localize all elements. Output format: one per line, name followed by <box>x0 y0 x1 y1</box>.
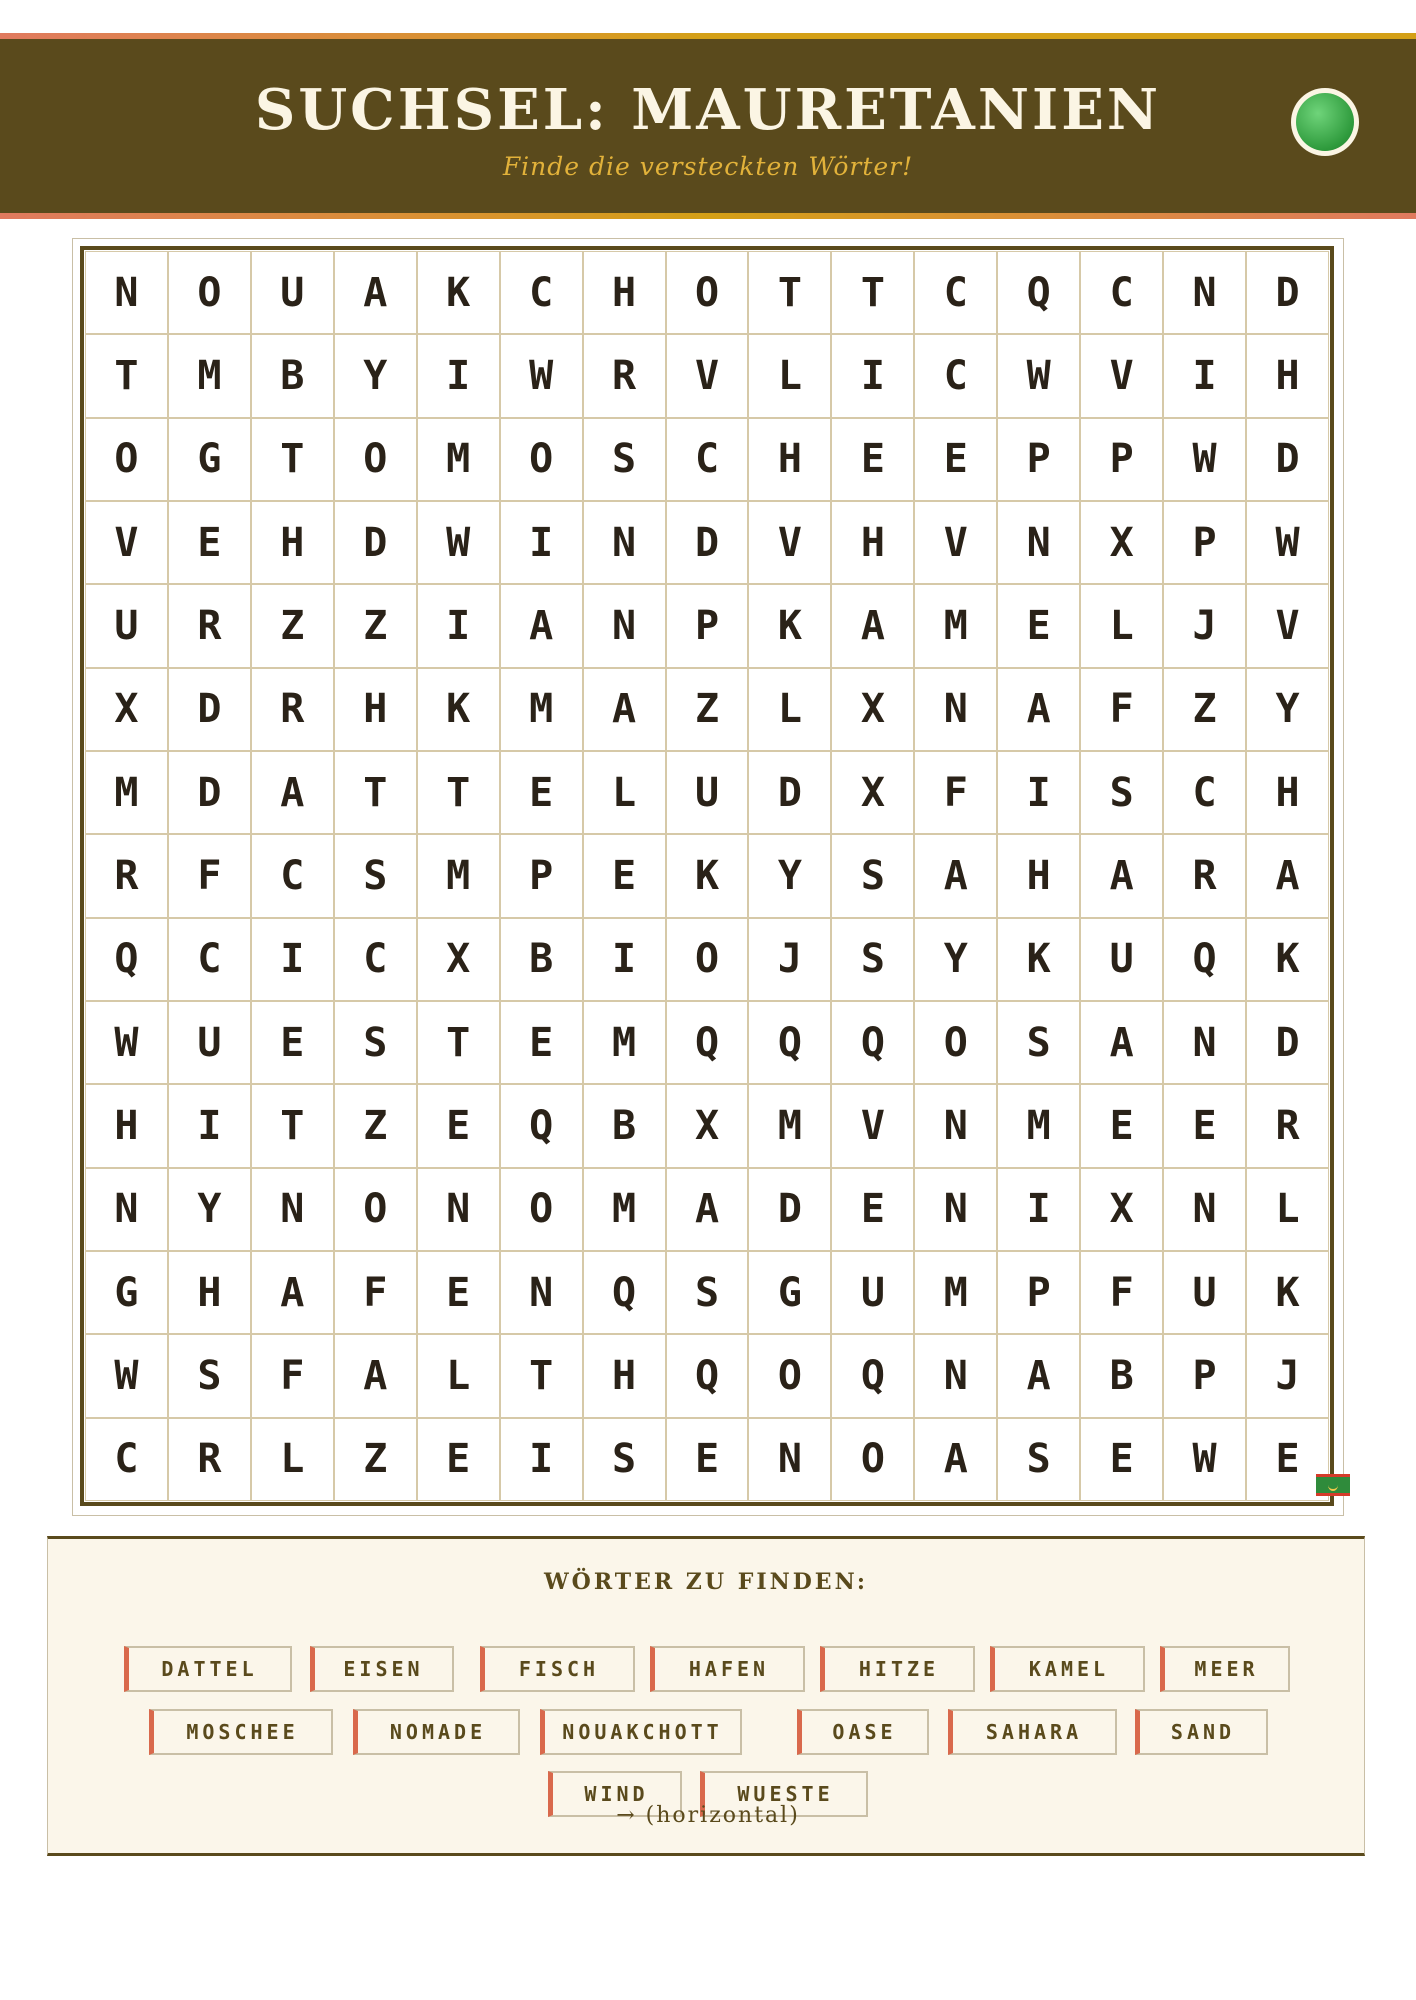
grid-cell[interactable]: T <box>85 334 168 417</box>
grid-cell[interactable]: O <box>500 418 583 501</box>
grid-cell[interactable]: Z <box>334 1084 417 1167</box>
grid-cell[interactable]: C <box>1080 251 1163 334</box>
grid-cell[interactable]: V <box>914 501 997 584</box>
grid-cell[interactable]: S <box>997 1418 1080 1501</box>
grid-cell[interactable]: E <box>168 501 251 584</box>
grid-cell[interactable]: X <box>417 918 500 1001</box>
grid-cell[interactable]: A <box>1246 834 1329 917</box>
grid-cell[interactable]: E <box>417 1251 500 1334</box>
grid-cell[interactable]: N <box>85 251 168 334</box>
grid-cell[interactable]: J <box>748 918 831 1001</box>
grid-cell[interactable]: M <box>914 584 997 667</box>
grid-cell[interactable]: C <box>168 918 251 1001</box>
grid-cell[interactable]: L <box>748 334 831 417</box>
grid-cell[interactable]: F <box>914 751 997 834</box>
grid-cell[interactable]: X <box>1080 501 1163 584</box>
grid-cell[interactable]: K <box>666 834 749 917</box>
grid-cell[interactable]: E <box>500 1001 583 1084</box>
grid-cell[interactable]: D <box>748 1168 831 1251</box>
grid-cell[interactable]: W <box>417 501 500 584</box>
grid-cell[interactable]: P <box>997 418 1080 501</box>
grid-cell[interactable]: O <box>748 1334 831 1417</box>
grid-cell[interactable]: A <box>1080 834 1163 917</box>
grid-cell[interactable]: Y <box>1246 668 1329 751</box>
grid-cell[interactable]: S <box>334 834 417 917</box>
grid-cell[interactable]: G <box>748 1251 831 1334</box>
word-chip: HITZE <box>820 1646 975 1692</box>
grid-cell[interactable]: M <box>500 668 583 751</box>
grid-cell[interactable]: R <box>85 834 168 917</box>
grid-cell[interactable]: T <box>500 1334 583 1417</box>
grid-cell[interactable]: N <box>914 1168 997 1251</box>
green-circle-icon <box>1291 88 1359 156</box>
grid-cell[interactable]: S <box>666 1251 749 1334</box>
word-chip: FISCH <box>480 1646 635 1692</box>
grid-cell[interactable]: C <box>85 1418 168 1501</box>
grid-cell[interactable]: I <box>168 1084 251 1167</box>
grid-cell[interactable]: L <box>583 751 666 834</box>
grid-cell[interactable]: L <box>748 668 831 751</box>
grid-cell[interactable]: E <box>417 1084 500 1167</box>
grid-cell[interactable]: N <box>251 1168 334 1251</box>
grid-cell[interactable]: Q <box>831 1334 914 1417</box>
grid-cell[interactable]: C <box>914 251 997 334</box>
grid-cell[interactable]: X <box>666 1084 749 1167</box>
grid-cell[interactable]: P <box>1080 418 1163 501</box>
grid-cell[interactable]: Y <box>914 918 997 1001</box>
grid-cell[interactable]: C <box>334 918 417 1001</box>
grid-cell[interactable]: D <box>1246 1001 1329 1084</box>
grid-cell[interactable]: O <box>334 1168 417 1251</box>
grid-cell[interactable]: K <box>1246 918 1329 1001</box>
grid-cell[interactable]: S <box>1080 751 1163 834</box>
grid-cell[interactable]: N <box>748 1418 831 1501</box>
grid-cell[interactable]: O <box>168 251 251 334</box>
grid-cell[interactable]: Q <box>666 1334 749 1417</box>
page-subtitle: Finde die versteckten Wörter! <box>502 152 914 181</box>
grid-cell[interactable]: H <box>583 251 666 334</box>
grid-cell[interactable]: F <box>168 834 251 917</box>
grid-cell[interactable]: Q <box>997 251 1080 334</box>
grid-cell[interactable]: O <box>914 1001 997 1084</box>
grid-cell[interactable]: Z <box>1163 668 1246 751</box>
grid-cell[interactable]: A <box>1080 1001 1163 1084</box>
word-chip: OASE <box>797 1709 929 1755</box>
grid-cell[interactable]: H <box>1246 334 1329 417</box>
page-title: SUCHSEL: MAURETANIEN <box>254 77 1162 143</box>
grid-cell[interactable]: E <box>666 1418 749 1501</box>
grid-cell[interactable]: E <box>1163 1084 1246 1167</box>
grid-cell[interactable]: U <box>1163 1251 1246 1334</box>
grid-cell[interactable]: H <box>748 418 831 501</box>
grid-cell[interactable]: B <box>1080 1334 1163 1417</box>
grid-cell[interactable]: U <box>251 251 334 334</box>
grid-cell[interactable]: H <box>334 668 417 751</box>
mauritania-flag-icon <box>1316 1474 1350 1496</box>
grid-cell[interactable]: D <box>748 751 831 834</box>
grid-cell[interactable]: N <box>914 668 997 751</box>
grid-cell[interactable]: I <box>500 501 583 584</box>
grid-cell[interactable]: F <box>1080 668 1163 751</box>
grid-cell[interactable]: U <box>666 751 749 834</box>
green-dot <box>1296 93 1354 151</box>
grid-cell[interactable]: Z <box>334 1418 417 1501</box>
grid-cell[interactable]: S <box>997 1001 1080 1084</box>
header-banner <box>0 33 1416 219</box>
grid-cell[interactable]: N <box>500 1251 583 1334</box>
grid-cell[interactable]: E <box>251 1001 334 1084</box>
word-chip: MOSCHEE <box>149 1709 333 1755</box>
grid-cell[interactable]: E <box>417 1418 500 1501</box>
grid-cell[interactable]: Y <box>168 1168 251 1251</box>
grid-cell[interactable]: A <box>583 668 666 751</box>
grid-cell[interactable]: M <box>168 334 251 417</box>
grid-cell[interactable]: R <box>1246 1084 1329 1167</box>
grid-cell[interactable]: L <box>1080 584 1163 667</box>
grid-cell[interactable]: W <box>1163 418 1246 501</box>
grid-cell[interactable]: V <box>1080 334 1163 417</box>
grid-cell[interactable]: O <box>666 918 749 1001</box>
grid-cell[interactable]: A <box>831 584 914 667</box>
grid-cell[interactable]: I <box>831 334 914 417</box>
grid-cell[interactable]: R <box>168 584 251 667</box>
grid-cell[interactable]: D <box>334 501 417 584</box>
grid-cell[interactable]: S <box>831 918 914 1001</box>
grid-cell[interactable]: M <box>417 418 500 501</box>
grid-cell[interactable]: C <box>666 418 749 501</box>
word-chip: DATTEL <box>124 1646 292 1692</box>
grid-cell[interactable]: D <box>168 668 251 751</box>
grid-cell[interactable]: V <box>831 1084 914 1167</box>
grid-cell[interactable]: B <box>500 918 583 1001</box>
grid-cell[interactable]: X <box>831 668 914 751</box>
grid-cell[interactable]: H <box>997 834 1080 917</box>
grid-cell[interactable]: A <box>251 751 334 834</box>
grid-cell[interactable]: Q <box>583 1251 666 1334</box>
grid-cell[interactable]: D <box>1246 251 1329 334</box>
grid-cell[interactable]: H <box>1246 751 1329 834</box>
grid-cell[interactable]: Q <box>85 918 168 1001</box>
word-chip: SAHARA <box>948 1709 1117 1755</box>
grid-cell[interactable]: E <box>1246 1418 1329 1501</box>
grid-cell[interactable]: E <box>997 584 1080 667</box>
grid-cell[interactable]: L <box>251 1418 334 1501</box>
grid-cell[interactable]: F <box>334 1251 417 1334</box>
grid-cell[interactable]: K <box>1246 1251 1329 1334</box>
word-chip: SAND <box>1135 1709 1268 1755</box>
grid-cell[interactable]: H <box>168 1251 251 1334</box>
grid-cell[interactable]: Q <box>1163 918 1246 1001</box>
grid-cell[interactable]: I <box>1163 334 1246 417</box>
grid-cell[interactable]: T <box>831 251 914 334</box>
grid-cell[interactable]: I <box>251 918 334 1001</box>
grid-cell[interactable]: V <box>85 501 168 584</box>
grid-cell[interactable]: E <box>583 834 666 917</box>
grid-cell[interactable]: N <box>417 1168 500 1251</box>
grid-cell[interactable]: Q <box>831 1001 914 1084</box>
grid-cell[interactable]: N <box>583 584 666 667</box>
grid-cell[interactable]: J <box>1163 584 1246 667</box>
grid-cell[interactable]: T <box>334 751 417 834</box>
grid-cell[interactable]: D <box>666 501 749 584</box>
grid-cell[interactable]: U <box>85 584 168 667</box>
grid-cell[interactable]: W <box>500 334 583 417</box>
grid-cell[interactable]: Q <box>500 1084 583 1167</box>
grid-cell[interactable]: A <box>334 1334 417 1417</box>
grid-cell[interactable]: W <box>1246 501 1329 584</box>
grid-cell[interactable]: N <box>914 1334 997 1417</box>
grid-cell[interactable]: H <box>831 501 914 584</box>
grid-cell[interactable]: A <box>500 584 583 667</box>
grid-cell[interactable]: P <box>500 834 583 917</box>
grid-cell[interactable]: J <box>1246 1334 1329 1417</box>
word-chip: WUESTE <box>700 1771 868 1817</box>
grid-cell[interactable]: I <box>997 1168 1080 1251</box>
grid-cell[interactable]: O <box>85 418 168 501</box>
grid-cell[interactable]: I <box>417 334 500 417</box>
grid-cell[interactable]: Q <box>666 1001 749 1084</box>
grid-cell[interactable]: A <box>251 1251 334 1334</box>
grid-cell[interactable]: Z <box>666 668 749 751</box>
grid-cell[interactable]: C <box>1163 751 1246 834</box>
grid-cell[interactable]: M <box>997 1084 1080 1167</box>
grid-cell[interactable]: K <box>997 918 1080 1001</box>
grid-cell[interactable]: S <box>583 418 666 501</box>
grid-cell[interactable]: A <box>997 668 1080 751</box>
grid-cell[interactable]: R <box>251 668 334 751</box>
grid-cell[interactable]: M <box>583 1001 666 1084</box>
grid-cell[interactable]: F <box>1080 1251 1163 1334</box>
grid-cell[interactable]: P <box>1163 501 1246 584</box>
grid-cell[interactable]: O <box>500 1168 583 1251</box>
grid-cell[interactable]: P <box>1163 1334 1246 1417</box>
grid-cell[interactable]: E <box>831 418 914 501</box>
word-list-title: WÖRTER ZU FINDEN: <box>543 1569 869 1595</box>
grid-cell[interactable]: P <box>997 1251 1080 1334</box>
grid-cell[interactable]: H <box>583 1334 666 1417</box>
grid-cell[interactable]: W <box>85 1001 168 1084</box>
grid-cell[interactable]: N <box>1163 1001 1246 1084</box>
grid-cell[interactable]: S <box>168 1334 251 1417</box>
grid-cell[interactable]: T <box>417 751 500 834</box>
grid-cell[interactable]: N <box>914 1084 997 1167</box>
grid-cell[interactable]: S <box>831 834 914 917</box>
grid-cell[interactable]: O <box>831 1418 914 1501</box>
grid-cell[interactable]: V <box>748 501 831 584</box>
grid-cell[interactable]: M <box>914 1251 997 1334</box>
word-chip: NOUAKCHOTT <box>540 1709 742 1755</box>
grid-cell[interactable]: E <box>914 418 997 501</box>
grid-cell[interactable]: H <box>85 1084 168 1167</box>
grid-cell[interactable]: X <box>831 751 914 834</box>
grid-cell[interactable]: T <box>251 418 334 501</box>
grid-cell[interactable]: B <box>251 334 334 417</box>
grid-cell[interactable]: C <box>251 834 334 917</box>
grid-cell[interactable]: X <box>1080 1168 1163 1251</box>
grid-cell[interactable]: K <box>417 251 500 334</box>
grid-cell[interactable]: I <box>997 751 1080 834</box>
grid-cell[interactable]: E <box>1080 1418 1163 1501</box>
grid-cell[interactable]: T <box>251 1084 334 1167</box>
word-chip: EISEN <box>310 1646 454 1692</box>
crescent-icon <box>1328 1479 1338 1491</box>
grid-cell[interactable]: O <box>334 418 417 501</box>
grid-cell[interactable]: W <box>997 334 1080 417</box>
grid-cell[interactable]: R <box>583 334 666 417</box>
grid-cell[interactable]: K <box>748 584 831 667</box>
grid-cell[interactable]: F <box>251 1334 334 1417</box>
grid-cell[interactable]: M <box>583 1168 666 1251</box>
grid-cell[interactable]: E <box>1080 1084 1163 1167</box>
word-chip: HAFEN <box>650 1646 805 1692</box>
grid-cell[interactable]: L <box>417 1334 500 1417</box>
grid-cell[interactable]: A <box>914 834 997 917</box>
grid-cell[interactable]: S <box>334 1001 417 1084</box>
grid-cell[interactable]: K <box>417 668 500 751</box>
grid-cell[interactable]: Q <box>748 1001 831 1084</box>
word-chip: KAMEL <box>990 1646 1145 1692</box>
grid-cell[interactable]: P <box>666 584 749 667</box>
word-chip: WIND <box>548 1771 682 1817</box>
grid-cell[interactable]: T <box>417 1001 500 1084</box>
grid-cell[interactable]: O <box>666 251 749 334</box>
grid-cell[interactable]: A <box>914 1418 997 1501</box>
grid-cell[interactable]: E <box>831 1168 914 1251</box>
grid-cell[interactable]: D <box>168 751 251 834</box>
grid-cell[interactable]: R <box>168 1418 251 1501</box>
grid-cell[interactable]: N <box>1163 1168 1246 1251</box>
grid-cell[interactable]: W <box>1163 1418 1246 1501</box>
grid-cell[interactable]: A <box>997 1334 1080 1417</box>
letter-grid <box>85 251 1329 1501</box>
grid-cell[interactable]: X <box>85 668 168 751</box>
grid-cell[interactable]: N <box>997 501 1080 584</box>
word-chip: NOMADE <box>353 1709 520 1755</box>
header-bottom-stripe <box>0 213 1416 219</box>
grid-cell[interactable]: T <box>748 251 831 334</box>
grid-cell[interactable]: N <box>1163 251 1246 334</box>
grid-cell[interactable]: N <box>583 501 666 584</box>
grid-cell[interactable]: C <box>914 334 997 417</box>
grid-cell[interactable]: A <box>334 251 417 334</box>
direction-hint: → (horizontal) <box>616 1803 800 1828</box>
grid-cell[interactable]: Z <box>334 584 417 667</box>
grid-cell[interactable]: V <box>1246 584 1329 667</box>
grid-cell[interactable]: W <box>85 1334 168 1417</box>
grid-cell[interactable]: G <box>85 1251 168 1334</box>
grid-cell[interactable]: I <box>583 918 666 1001</box>
grid-cell[interactable]: M <box>748 1084 831 1167</box>
grid-cell[interactable]: B <box>583 1084 666 1167</box>
grid-cell[interactable]: V <box>666 334 749 417</box>
grid-cell[interactable]: Y <box>334 334 417 417</box>
grid-cell[interactable]: D <box>1246 418 1329 501</box>
grid-cell[interactable]: H <box>251 501 334 584</box>
grid-cell[interactable]: C <box>500 251 583 334</box>
word-chip: MEER <box>1160 1646 1290 1692</box>
grid-cell[interactable]: G <box>168 418 251 501</box>
grid-cell[interactable]: E <box>500 751 583 834</box>
grid-cell[interactable]: I <box>500 1418 583 1501</box>
grid-cell[interactable]: M <box>417 834 500 917</box>
grid-cell[interactable]: L <box>1246 1168 1329 1251</box>
grid-cell[interactable]: S <box>583 1418 666 1501</box>
grid-cell[interactable]: Y <box>748 834 831 917</box>
grid-cell[interactable]: N <box>85 1168 168 1251</box>
grid-cell[interactable]: A <box>666 1168 749 1251</box>
grid-cell[interactable]: M <box>85 751 168 834</box>
grid-cell[interactable]: Z <box>251 584 334 667</box>
grid-cell[interactable]: U <box>831 1251 914 1334</box>
grid-cell[interactable]: U <box>168 1001 251 1084</box>
grid-cell[interactable]: R <box>1163 834 1246 917</box>
grid-cell[interactable]: U <box>1080 918 1163 1001</box>
grid-cell[interactable]: I <box>417 584 500 667</box>
